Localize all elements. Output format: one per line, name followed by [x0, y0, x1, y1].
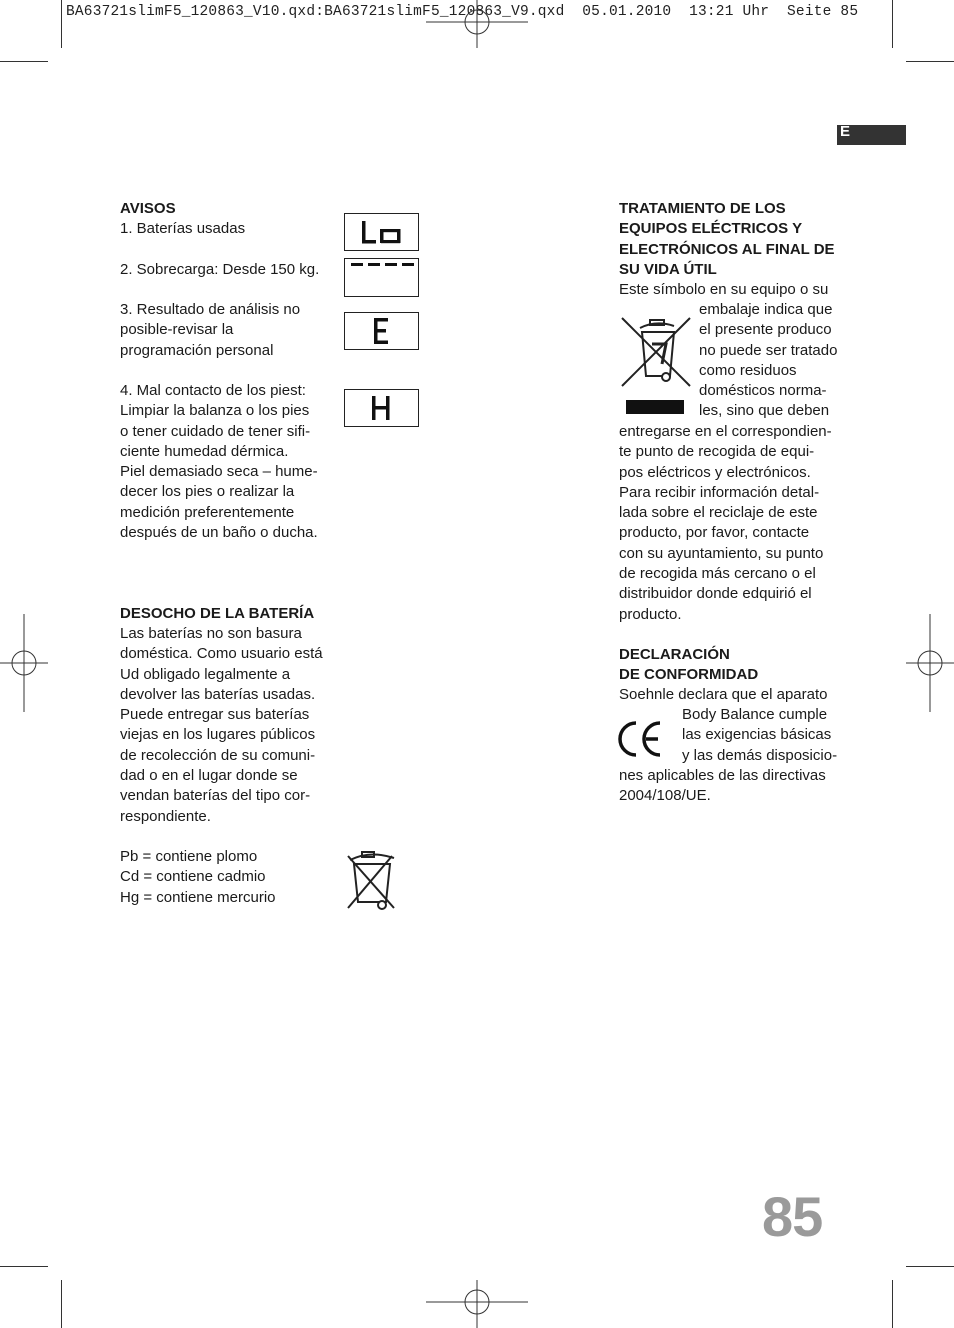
tratamiento-rest: entregarse en el correspondien- te punto de recogida de equi- pos eléctricos y electrónicos. Para recibir información detal- lada sobre el reciclaje de este producto, por favor, contacte con su ayuntamiento, su punto de recogida más cercano o el distribuidor donde edquirió el producto.	[619, 423, 832, 623]
declaracion-wrapped: Body Balance cumple las exigencias básicas y las demás disposicio-	[682, 706, 838, 764]
desocho-title: DESOCHO DE LA BATERÍA	[120, 605, 315, 622]
crop-mark-bottom-left-h	[0, 1266, 48, 1267]
display-lo-segments	[345, 214, 418, 250]
language-tab-label: E	[840, 123, 851, 140]
registration-mark-bottom	[426, 1280, 528, 1328]
desocho-chemicals: Pb = contiene plomo Cd = contiene cadmio Hg = contiene mercurio	[120, 848, 276, 906]
language-tab	[837, 125, 906, 145]
tratamiento-title: TRATAMIENTO DE LOS EQUIPOS ELÉCTRICOS Y ELECTRÓNICOS AL FINAL DE SU VIDA ÚTIL	[619, 200, 835, 278]
display-h	[344, 389, 419, 427]
declaracion-line1: Soehnle declara que el aparato	[619, 686, 828, 703]
crossed-bin-icon	[342, 846, 398, 912]
crop-mark-top-left-h	[0, 61, 48, 62]
crop-mark-top-right-h	[906, 61, 954, 62]
page-number: 85	[762, 1185, 823, 1248]
display-e-segments	[345, 313, 418, 349]
avisos-item-2: 2. Sobrecarga: Desde 150 kg.	[120, 261, 320, 278]
display-lo	[344, 213, 419, 251]
avisos-item-3: 3. Resultado de análisis no posible-revisar la programación personal	[120, 301, 301, 359]
tratamiento-wrapped: embalaje indica que el presente produco no puede ser tratado como residuos domésticos norma- les, sino que deben	[699, 301, 838, 420]
crop-mark-bottom-right-v	[892, 1280, 893, 1328]
ce-mark-icon	[616, 718, 664, 760]
registration-mark-right	[906, 614, 954, 712]
avisos-item-4: 4. Mal contacto de los piest: Limpiar la balanza o los pies o tener cuidado de tener sifi- ciente humedad dérmica. Piel demasiado seca – hume- decer los pies o realizar la medición preferentemente después de un baño o ducha.	[120, 382, 318, 542]
crop-mark-bottom-right-h	[906, 1266, 954, 1267]
display-e	[344, 312, 419, 350]
avisos-item-1: 1. Baterías usadas	[120, 220, 246, 237]
tratamiento-line1: Este símbolo en su equipo o su	[619, 281, 829, 298]
display-dashes-segments	[345, 259, 418, 296]
registration-mark-left	[0, 614, 48, 712]
avisos-title: AVISOS	[120, 200, 176, 217]
print-slug: BA63721slimF5_120863_V10.qxd:BA63721slimF5_120863_V9.qxd 05.01.2010 13:21 Uhr Seite 85	[66, 4, 859, 20]
crop-mark-top-left-v	[61, 0, 62, 48]
display-dashes	[344, 258, 419, 297]
display-h-segments	[345, 390, 418, 426]
crop-mark-top-right-v	[892, 0, 893, 48]
desocho-body: Las baterías no son basura doméstica. Como usuario está Ud obligado legalmente a devolver las baterías usadas. Puede entregar sus baterías viejas en los lugares públicos de recolección de su comuni- dad o en el lugar donde se vendan baterías del tipo cor- respondiente.	[120, 625, 323, 825]
declaracion-title: DECLARACIÓN DE CONFORMIDAD	[619, 646, 759, 684]
weee-bin-icon	[618, 314, 692, 418]
crop-mark-bottom-left-v	[61, 1280, 62, 1328]
declaracion-rest: nes aplicables de las directivas 2004/108/UE.	[619, 767, 826, 805]
registration-mark-top	[426, 0, 528, 48]
